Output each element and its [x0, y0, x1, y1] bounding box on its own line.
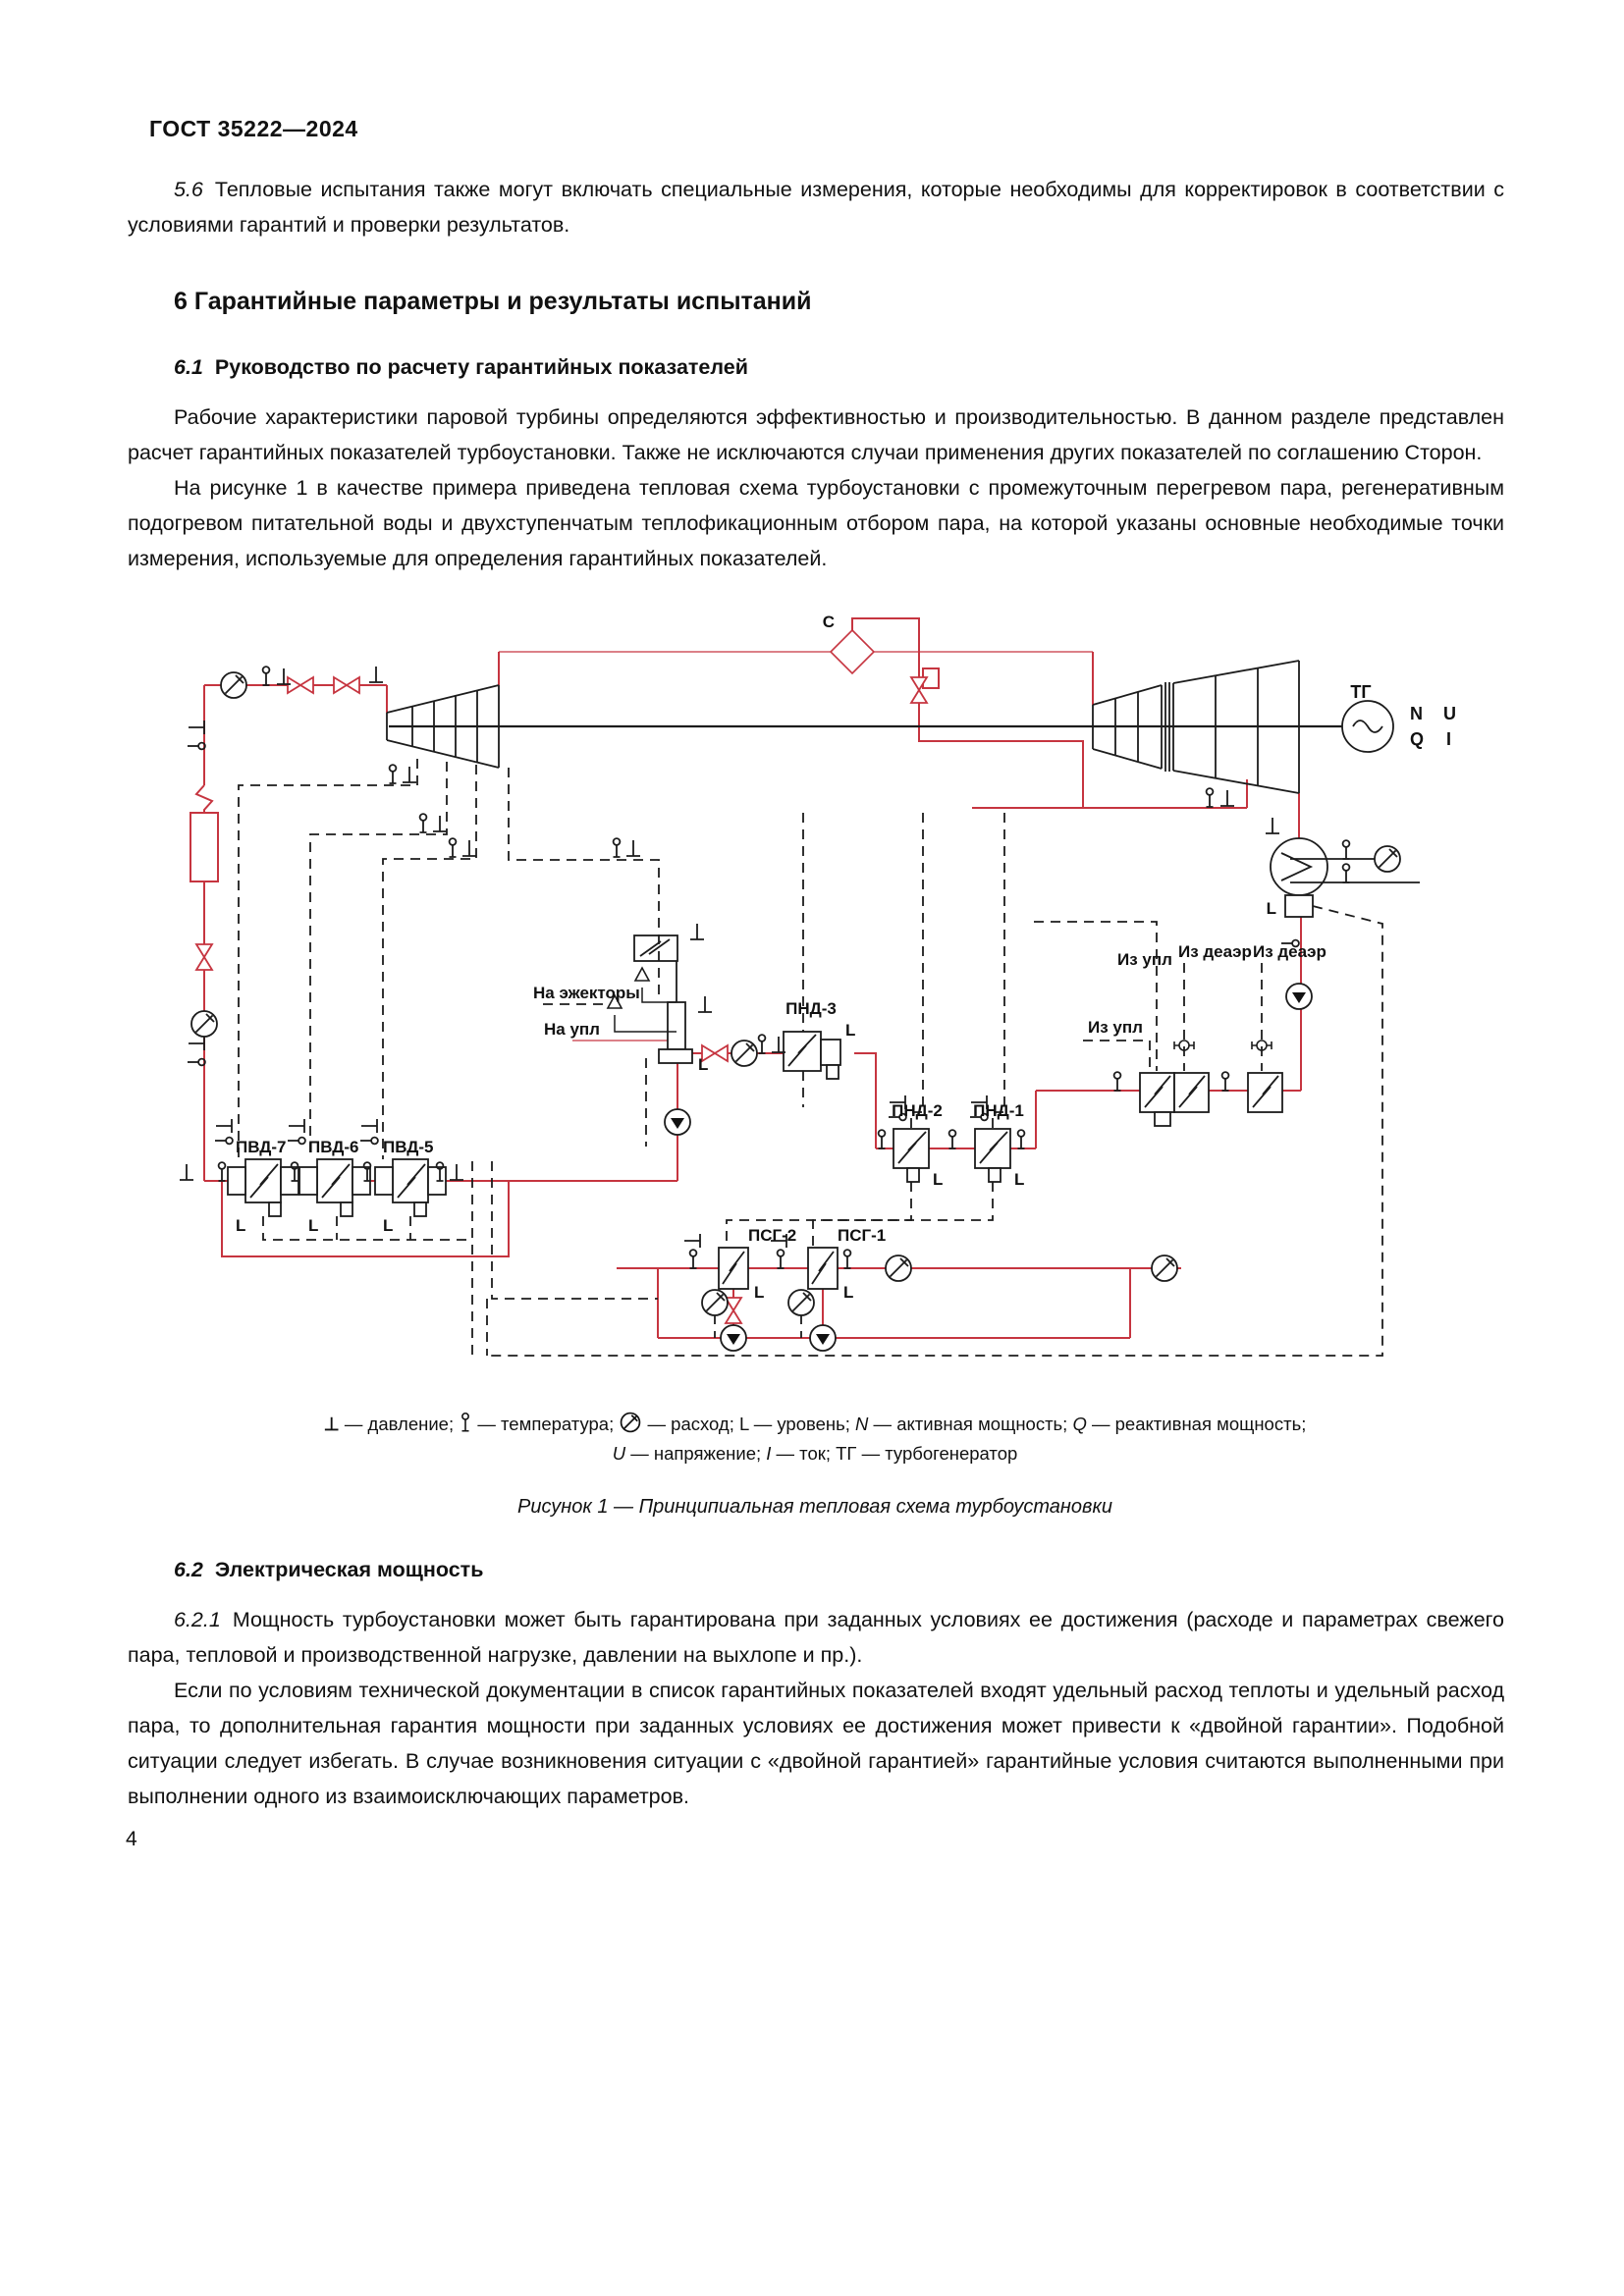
- condensate-pump-icon: [1286, 984, 1312, 1009]
- legend-symbol: N: [855, 1414, 869, 1434]
- figure-legend: [126, 1410, 1504, 1468]
- separator-diamond: [831, 630, 874, 673]
- flow-meter-icon: [221, 672, 246, 698]
- psg2-label: ПСГ-2: [748, 1226, 797, 1245]
- paragraph-6-2-2: Если по условиям технической документации в список гарантийных показателей входят удельный расход теплоты и удельный расход пара, то дополнительная гарантия мощности при заданных условиях ее достижения может привести к «двойной гарантии». Подобной ситуации следует избегать. В случае возникновения ситуации с «двойной гарантией» гарантийные условия считаются выполненными при выполнении одного из взаимоисключающих параметров.: [128, 1679, 1504, 1808]
- paragraph-6-2-1: [128, 1602, 1504, 1673]
- pvd7-label: ПВД-7: [236, 1138, 287, 1156]
- flow-meter-icon: [731, 1041, 757, 1066]
- pvd5-label: ПВД-5: [383, 1138, 434, 1156]
- level-label: L: [933, 1170, 944, 1189]
- legend-text: — реактивная мощность;: [1086, 1414, 1307, 1434]
- to-seals-label: На упл: [544, 1020, 600, 1039]
- hotwell: [1285, 895, 1313, 917]
- thermometer-icon: [459, 1411, 472, 1434]
- current-label: I: [1446, 729, 1452, 749]
- heater-pvd5: [375, 1159, 446, 1216]
- boiler: [190, 813, 218, 881]
- from-seals-label: Из упл: [1117, 950, 1172, 969]
- level-label: L: [1266, 899, 1276, 918]
- legend-text: — активная мощность;: [868, 1414, 1073, 1434]
- heater-psg2: [719, 1248, 748, 1289]
- clause-text: Тепловые испытания также могут включать специальные измерения, которые необходимы для корректировок в соответствии с условиями гарантий и проверки результатов.: [128, 178, 1504, 237]
- level-label: L: [236, 1216, 246, 1235]
- level-label: L: [698, 1055, 709, 1074]
- section-6-1-heading: [174, 355, 1504, 380]
- psg1-label: ПСГ-1: [838, 1226, 887, 1245]
- paragraph-5-6: [128, 172, 1504, 242]
- pnd3-label: ПНД-3: [785, 999, 837, 1018]
- flow-meter-icon: [788, 1290, 814, 1315]
- bypass-valve-icon: [911, 677, 927, 703]
- flow-meter-icon: [886, 1255, 911, 1281]
- active-power-label: N: [1410, 704, 1423, 723]
- legend-symbol: U: [612, 1443, 626, 1464]
- level-label: L: [843, 1283, 854, 1302]
- legend-text: — температура;: [472, 1414, 620, 1434]
- generator-label: ТГ: [1350, 682, 1372, 702]
- control-valve-icon: [334, 677, 359, 693]
- legend-text: — напряжение;: [625, 1443, 767, 1464]
- stop-valve-icon: [288, 677, 313, 693]
- from-seals-label: Из упл: [1088, 1018, 1143, 1037]
- clause-number: 6.1: [174, 355, 203, 379]
- flow-meter-icon: [1152, 1255, 1177, 1281]
- level-label: L: [383, 1216, 394, 1235]
- heater-pnd2: [893, 1129, 929, 1182]
- to-ejectors-label: На эжекторы: [533, 984, 640, 1002]
- from-deaerator-label: Из деаэр: [1178, 942, 1252, 961]
- voltage-label: U: [1443, 704, 1456, 723]
- figure-1-diagram: [126, 612, 1504, 1519]
- flow-meter-icon: [191, 1011, 217, 1037]
- pvd6-label: ПВД-6: [308, 1138, 359, 1156]
- heater-pvd6: [299, 1159, 370, 1216]
- gland-cooler-single: [1248, 1073, 1282, 1112]
- level-label: L: [845, 1021, 856, 1040]
- flow-meter-icon: [1375, 846, 1400, 872]
- heater-pnd3: [784, 1032, 840, 1079]
- section-6-heading: 6 Гарантийные параметры и результаты испытаний: [174, 288, 812, 315]
- level-label: L: [308, 1216, 319, 1235]
- from-deaerator-label: Из деаэр: [1253, 942, 1326, 961]
- drain-pump-icon: [721, 1325, 746, 1351]
- clause-number: 6.2: [174, 1558, 203, 1581]
- clause-number: 5.6: [174, 178, 203, 201]
- legend-text: — расход;: [642, 1414, 739, 1434]
- legend-text: ТГ — турбогенератор: [836, 1443, 1018, 1464]
- feedwater-valve-icon: [196, 944, 212, 970]
- heater-pvd7: [228, 1159, 298, 1216]
- reactive-power-label: Q: [1410, 729, 1425, 749]
- legend-symbol: I: [766, 1443, 772, 1464]
- section-6-2-heading: [174, 1558, 1504, 1582]
- separator-label: С: [822, 613, 835, 631]
- turbogenerator: [1342, 701, 1393, 752]
- standard-number: ГОСТ 35222—2024: [149, 116, 358, 141]
- pressure-symbol: ⊥: [323, 1414, 340, 1434]
- paragraph-6-1-b: На рисунке 1 в качестве примера приведена тепловая схема турбоустановки с промежуточным перегревом пара, регенеративным подогревом питательной воды и двухступенчатым теплофикационным отбором пара, на которой указаны основные необходимые точки измерения, используемые для определения гарантийных показателей.: [128, 476, 1504, 570]
- legend-text: — давление;: [339, 1414, 460, 1434]
- clause-text: Мощность турбоустановки может быть гарантирована при заданных условиях ее достижения (расходе и параметрах свежего пара, тепловой и производственной нагрузке, давлении на выхлопе и пр.).: [128, 1608, 1504, 1667]
- pnd1-label: ПНД-1: [973, 1101, 1024, 1120]
- clause-text: Электрическая мощность: [214, 1558, 484, 1581]
- clause-text: Руководство по расчету гарантийных показателей: [214, 355, 748, 379]
- level-label: L: [1014, 1170, 1025, 1189]
- legend-text: — ток;: [771, 1443, 837, 1464]
- heater-pnd1: [975, 1129, 1010, 1182]
- drain-pump-icon: [810, 1325, 836, 1351]
- relief-valve-icon: [635, 968, 649, 981]
- figure-caption: Рисунок 1 — Принципиальная тепловая схема турбоустановки: [516, 1496, 1113, 1518]
- feed-pump-icon: [665, 1109, 690, 1135]
- paragraph-6-1-a: Рабочие характеристики паровой турбины определяются эффективностью и производительностью. В данном разделе представлен расчет гарантийных показателей турбоустановки. Также не исключаются случаи применения других показателей по соглашению Сторон.: [128, 405, 1504, 464]
- page-number: 4: [126, 1828, 137, 1850]
- gland-cooler-double: [1140, 1073, 1209, 1126]
- clause-number: 6.2.1: [174, 1608, 221, 1631]
- flow-meter-icon: [619, 1411, 642, 1434]
- level-label: L: [754, 1283, 765, 1302]
- legend-text: L — уровень;: [739, 1414, 856, 1434]
- flow-meter-icon: [702, 1290, 728, 1315]
- hp-heaters: [228, 1159, 446, 1216]
- legend-symbol: Q: [1072, 1414, 1087, 1434]
- thermal-scheme-svg: [126, 612, 1500, 1397]
- heater-psg1: [808, 1248, 838, 1289]
- pnd2-label: ПНД-2: [892, 1101, 943, 1120]
